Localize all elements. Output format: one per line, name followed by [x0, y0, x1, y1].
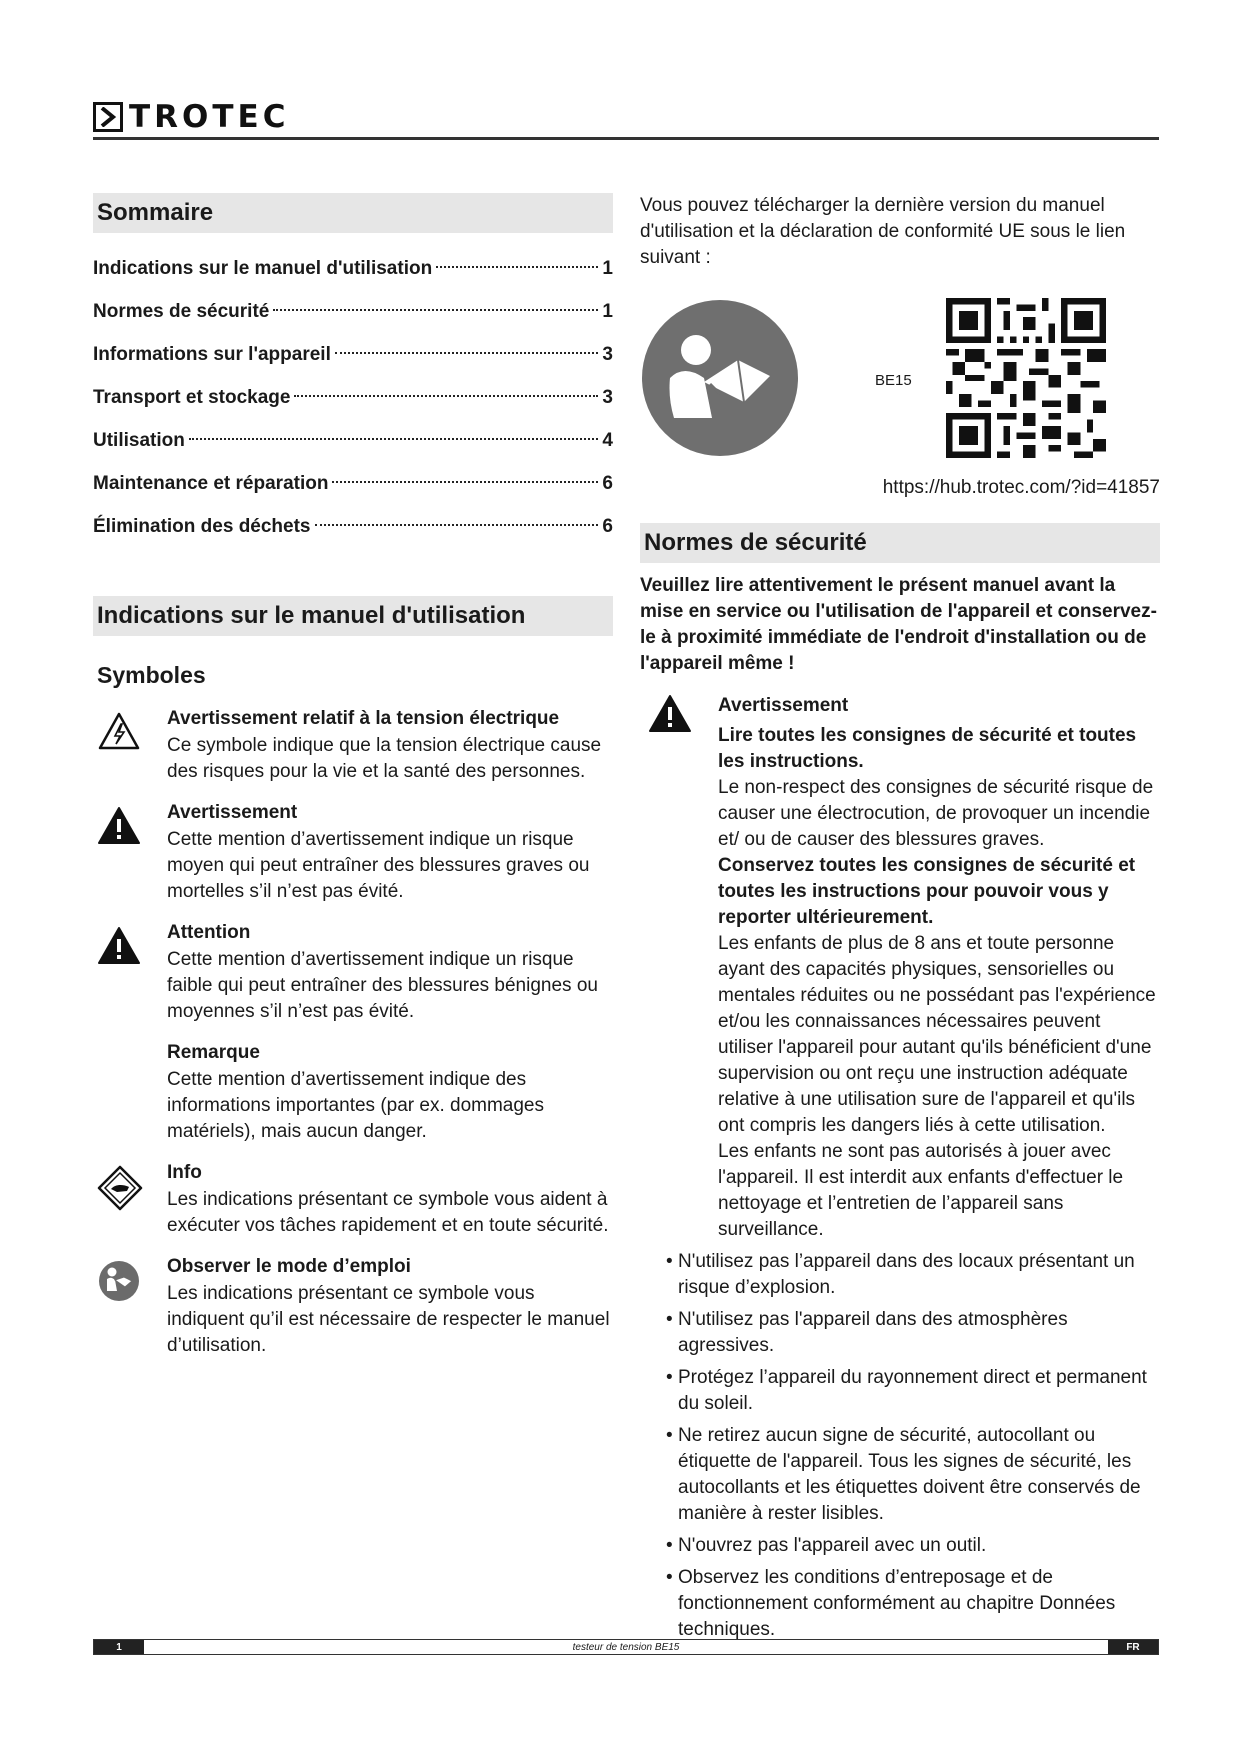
toc-entry-page: 6 [602, 473, 613, 494]
warning-triangle-icon [97, 805, 141, 905]
warning-keep-instructions: Conservez toutes les consignes de sécurité et toutes les instructions pour pouvoir vous y reporter ultérieurement. [718, 855, 1136, 928]
page-number: 1 [94, 1640, 144, 1654]
symbol-entry [93, 1039, 613, 1145]
symbol-entry [93, 705, 613, 785]
toc-entry[interactable] [93, 505, 613, 548]
toc-leader [273, 309, 598, 311]
toc-entry-page: 4 [602, 430, 613, 451]
toc-entry[interactable] [93, 376, 613, 419]
download-intro: Vous pouvez télécharger la dernière version du manuel d'utilisation et la déclaration de conformité UE sous le lien suivant : [640, 195, 1126, 268]
brand-name: TROTEC [129, 99, 290, 135]
read-manual-icon [640, 298, 800, 463]
page-footer [93, 1639, 1159, 1655]
electric-voltage-warning-icon [97, 711, 141, 785]
toc-entry-page: 1 [602, 301, 613, 322]
symbol-description: Cette mention d’avertissement indique des informations importantes (par ex. dommages matériels), mais aucun danger. [167, 1069, 544, 1142]
download-block [640, 295, 1160, 465]
header-divider [93, 137, 1159, 140]
list-item: • N'ouvrez pas l'appareil avec un outil. [640, 1533, 1160, 1559]
symbol-title: Info [167, 1162, 202, 1183]
symbol-title: Remarque [167, 1042, 260, 1063]
toc-leader [315, 524, 599, 526]
toc-leader [436, 266, 598, 268]
list-item: • Ne retirez aucun signe de sécurité, autocollant ou étiquette de l'appareil. Tous les signes de sécurité, les autocollants et les étiquettes doivent être conservés de manière à rester lisibles. [640, 1423, 1160, 1527]
toc-entry[interactable] [93, 462, 613, 505]
warning-text: Le non-respect des consignes de sécurité risque de causer une électrocution, de provoquer un incendie et/ ou de causer des blessures graves. [718, 777, 1154, 850]
table-of-contents [93, 247, 613, 548]
symbol-description: Cette mention d’avertissement indique un risque moyen qui peut entraîner des blessures graves ou mortelles s’il n’est pas évité. [167, 829, 590, 902]
safety-bullet-list [640, 1249, 1160, 1643]
left-column [93, 193, 613, 1373]
toc-leader [294, 395, 598, 397]
warning-children-text: Les enfants de plus de 8 ans et toute personne ayant des capacités physiques, sensorielles ou mentales réduites ou ne possédant pas l'expérience et/ou les connaissances nécessaires peuvent utiliser l'appareil pour autant qu'ils bénéficient d'une supervision ou ont reçu une instruction adéquate relative à une utilisation sure de l'appareil et qu'ils ont compris les dangers liés à cette utilisation. [718, 933, 1156, 1136]
qr-code[interactable] [946, 298, 1106, 463]
toc-entry-title: Normes de sécurité [93, 301, 270, 322]
safety-heading: Normes de sécurité [640, 523, 1160, 563]
qr-code-label: BE15 [875, 371, 912, 389]
toc-entry[interactable] [93, 333, 613, 376]
symbol-description: Ce symbole indique que la tension électrique cause des risques pour la vie et la santé des personnes. [167, 735, 602, 782]
toc-entry[interactable] [93, 290, 613, 333]
list-item: • N'utilisez pas l'appareil dans des atmosphères agressives. [640, 1307, 1160, 1359]
list-item: • N'utilisez pas l’appareil dans des locaux présentant un risque d’explosion. [640, 1249, 1160, 1301]
symbol-entry [93, 1253, 613, 1359]
list-item: • Protégez l’appareil du rayonnement direct et permanent du soleil. [640, 1365, 1160, 1417]
safety-intro: Veuillez lire attentivement le présent manuel avant la mise en service ou l'utilisation de l'appareil et conservez-le à proximité immédiate de l'endroit d'installation ou de l'appareil même ! [640, 575, 1157, 674]
symbol-description: Cette mention d’avertissement indique un risque faible qui peut entraîner des blessures bénignes ou moyennes s’il n’est pas évité. [167, 949, 598, 1022]
toc-entry-title: Maintenance et réparation [93, 473, 329, 494]
right-column [640, 193, 1160, 1649]
toc-entry-title: Utilisation [93, 430, 185, 451]
caution-triangle-icon [97, 925, 141, 1025]
toc-leader [335, 352, 599, 354]
warning-title: Avertissement [718, 695, 849, 716]
warning-instruction: Lire toutes les consignes de sécurité et toutes les instructions. [718, 725, 1137, 772]
toc-entry-page: 3 [602, 344, 613, 365]
toc-entry[interactable] [93, 419, 613, 462]
safety-warning [640, 693, 1160, 1243]
info-diamond-icon [97, 1165, 143, 1239]
symbol-title: Attention [167, 922, 251, 943]
chevron-right-icon [93, 102, 123, 132]
symbol-title: Avertissement relatif à la tension électrique [167, 708, 560, 729]
symbol-description: Les indications présentant ce symbole vous indiquent qu’il est nécessaire de respecter le manuel d’utilisation. [167, 1283, 610, 1356]
toc-entry-page: 6 [602, 516, 613, 537]
list-item: • Observez les conditions d’entreposage et de fonctionnement conformément au chapitre Données techniques. [640, 1565, 1160, 1643]
symbol-description: Les indications présentant ce symbole vous aident à exécuter vos tâches rapidement et en toute sécurité. [167, 1189, 609, 1236]
toc-leader [189, 438, 599, 440]
toc-entry[interactable] [93, 247, 613, 290]
toc-entry-title: Élimination des déchets [93, 516, 311, 537]
trotec-logo [93, 100, 289, 134]
download-link[interactable]: https://hub.trotec.com/?id=41857 [882, 477, 1160, 498]
toc-entry-page: 3 [602, 387, 613, 408]
symbol-title: Avertissement [167, 802, 298, 823]
footer-document-title: testeur de tension BE15 [572, 1641, 680, 1653]
toc-entry-title: Transport et stockage [93, 387, 291, 408]
toc-entry-title: Indications sur le manuel d'utilisation [93, 258, 433, 279]
toc-entry-title: Informations sur l'appareil [93, 344, 331, 365]
toc-leader [332, 481, 598, 483]
language-badge: FR [1108, 1640, 1158, 1654]
toc-heading: Sommaire [93, 193, 613, 233]
warning-children-play-text: Les enfants ne sont pas autorisés à jouer avec l'appareil. Il est interdit aux enfants d'effectuer le nettoyage et l’entretien de l’appareil sans surveillance. [718, 1141, 1124, 1240]
read-manual-icon [97, 1259, 141, 1359]
manual-heading: Indications sur le manuel d'utilisation [93, 596, 613, 636]
warning-triangle-icon [648, 720, 692, 737]
symbol-entry [93, 1159, 613, 1239]
toc-entry-page: 1 [602, 258, 613, 279]
symbols-heading: Symboles [97, 662, 206, 688]
symbol-title: Observer le mode d’emploi [167, 1256, 411, 1277]
symbol-entry [93, 919, 613, 1025]
symbol-entry [93, 799, 613, 905]
